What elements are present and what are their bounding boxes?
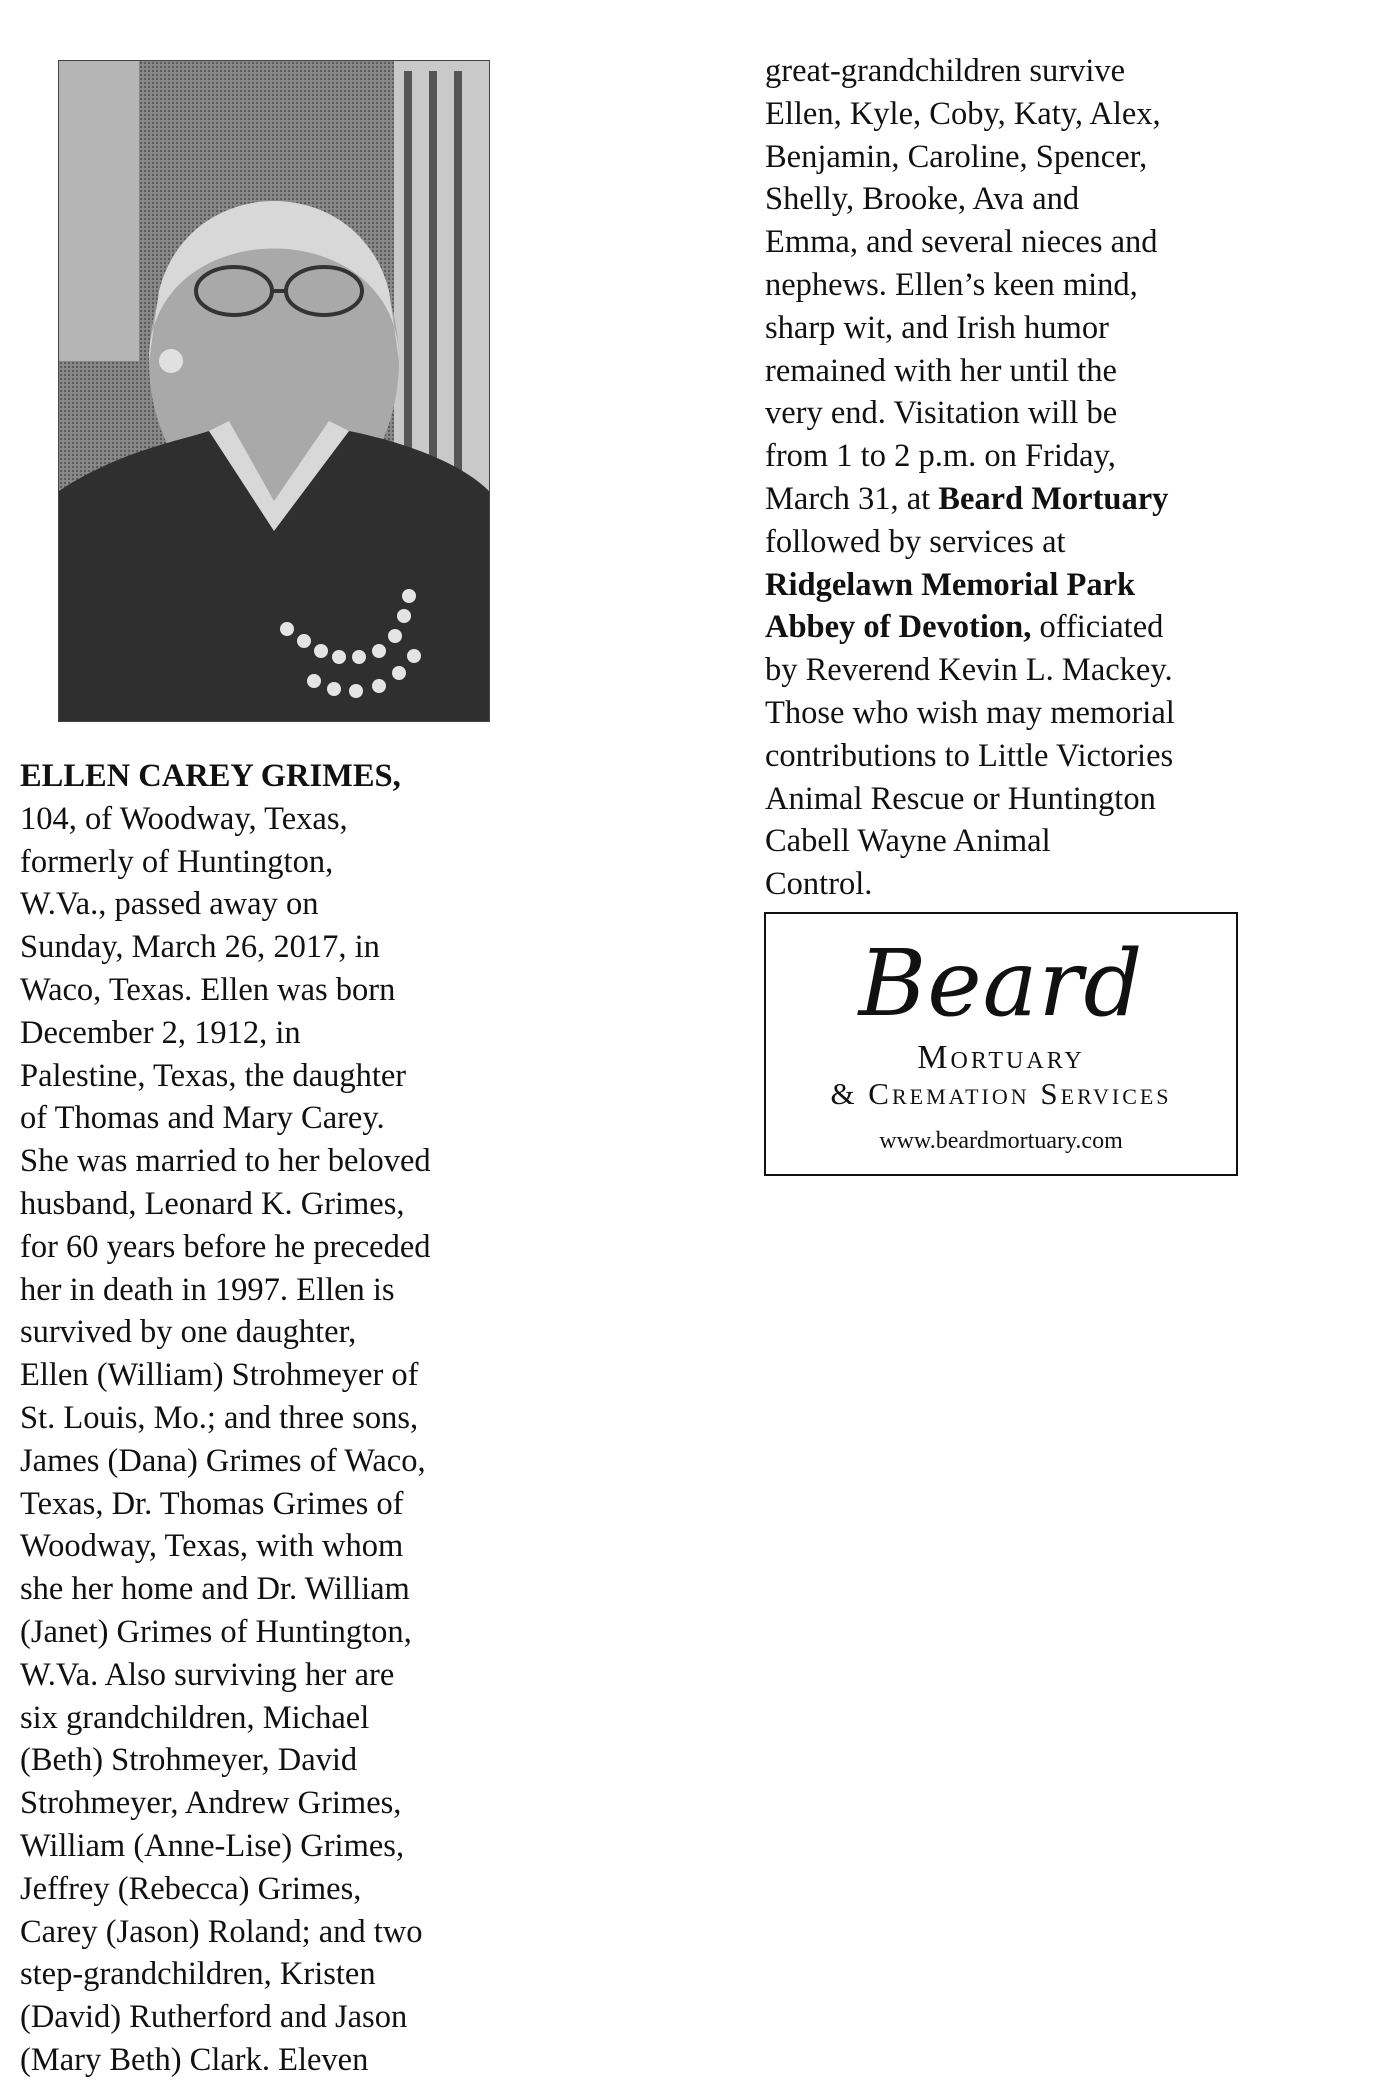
text-line: W.Va. Also surviving her are — [20, 1656, 395, 1693]
text-line: Control. — [765, 866, 873, 903]
text-line: St. Louis, Mo.; and three sons, — [20, 1399, 419, 1436]
text-line: (Beth) Strohmeyer, David — [20, 1742, 358, 1779]
text-run: March 31, at — [765, 480, 939, 517]
text-line: (Janet) Grimes of Huntington, — [20, 1613, 412, 1650]
text-line: James (Dana) Grimes of Waco, — [20, 1442, 426, 1479]
text-line: Woodway, Texas, with whom — [20, 1528, 404, 1565]
text-line: (Mary Beth) Clark. Eleven — [20, 2041, 369, 2078]
text-line: sharp wit, and Irish humor — [765, 309, 1109, 346]
text-line: Cabell Wayne Animal — [765, 823, 1051, 860]
text-line: (David) Rutherford and Jason — [20, 1999, 408, 2036]
ad-line-cremation: & Cremation Services — [830, 1076, 1172, 1111]
beard-logo: Beard — [858, 930, 1144, 1037]
text-run: officiated — [1031, 609, 1164, 646]
text-line: Texas, Dr. Thomas Grimes of — [20, 1485, 404, 1522]
text-line — [765, 606, 1285, 649]
text-line: by Reverend Kevin L. Mackey. — [765, 652, 1173, 689]
cemetery-name: Ridgelawn Memorial Park — [765, 566, 1136, 603]
text-line: six grandchildren, Michael — [20, 1699, 370, 1736]
chapel-name: Abbey of Devotion, — [765, 609, 1032, 646]
text-line: Palestine, Texas, the daughter — [20, 1057, 407, 1094]
funeral-home-ad — [764, 912, 1238, 1176]
text-line: She was married to her beloved — [20, 1143, 431, 1180]
text-line: for 60 years before he preceded — [20, 1228, 431, 1265]
mortuary-name: Beard Mortuary — [938, 480, 1169, 517]
text-line: Emma, and several nieces and — [765, 224, 1158, 261]
text-line: Benjamin, Caroline, Spencer, — [765, 138, 1148, 175]
text-line: Sunday, March 26, 2017, in — [20, 929, 380, 966]
text-line: husband, Leonard K. Grimes, — [20, 1185, 405, 1222]
portrait-image — [59, 61, 489, 721]
obituary-column-left — [20, 755, 500, 2082]
text-line: her in death in 1997. Ellen is — [20, 1271, 395, 1308]
text-line: William (Anne-Lise) Grimes, — [20, 1827, 405, 1864]
text-line: contributions to Little Victories — [765, 737, 1174, 774]
text-line: Ellen, Kyle, Coby, Katy, Alex, — [765, 95, 1161, 132]
text-line: from 1 to 2 p.m. on Friday, — [765, 438, 1116, 475]
text-line: very end. Visitation will be — [765, 395, 1118, 432]
text-line: step-grandchildren, Kristen — [20, 1956, 376, 1993]
text-line: Ellen (William) Strohmeyer of — [20, 1357, 419, 1394]
text-line: Jeffrey (Rebecca) Grimes, — [20, 1870, 362, 1907]
text-line: formerly of Huntington, — [20, 843, 334, 880]
ad-website: www.beardmortuary.com — [879, 1128, 1123, 1154]
text-line: 104, of Woodway, Texas, — [20, 800, 348, 837]
text-line: of Thomas and Mary Carey. — [20, 1100, 385, 1137]
text-line: Carey (Jason) Roland; and two — [20, 1913, 423, 1950]
ad-line-mortuary: Mortuary — [917, 1039, 1085, 1076]
portrait-photo — [58, 60, 490, 722]
decedent-name: ELLEN CAREY GRIMES, — [20, 758, 401, 794]
text-line: Animal Rescue or Huntington — [765, 780, 1156, 817]
text-line: great-grandchildren survive — [765, 53, 1126, 89]
text-line: remained with her until the — [765, 352, 1117, 389]
text-line: W.Va., passed away on — [20, 886, 319, 923]
text-line: Those who wish may memorial — [765, 694, 1175, 731]
text-line: she her home and Dr. William — [20, 1571, 410, 1608]
text-line: December 2, 1912, in — [20, 1014, 301, 1051]
text-line: survived by one daughter, — [20, 1314, 357, 1351]
text-line: Shelly, Brooke, Ava and — [765, 181, 1080, 218]
text-line: nephews. Ellen’s keen mind, — [765, 266, 1138, 303]
obituary-column-right — [765, 50, 1285, 906]
text-line: Strohmeyer, Andrew Grimes, — [20, 1785, 402, 1822]
text-line: Waco, Texas. Ellen was born — [20, 971, 396, 1008]
text-line: followed by services at — [765, 523, 1066, 560]
text-line — [765, 478, 1285, 521]
